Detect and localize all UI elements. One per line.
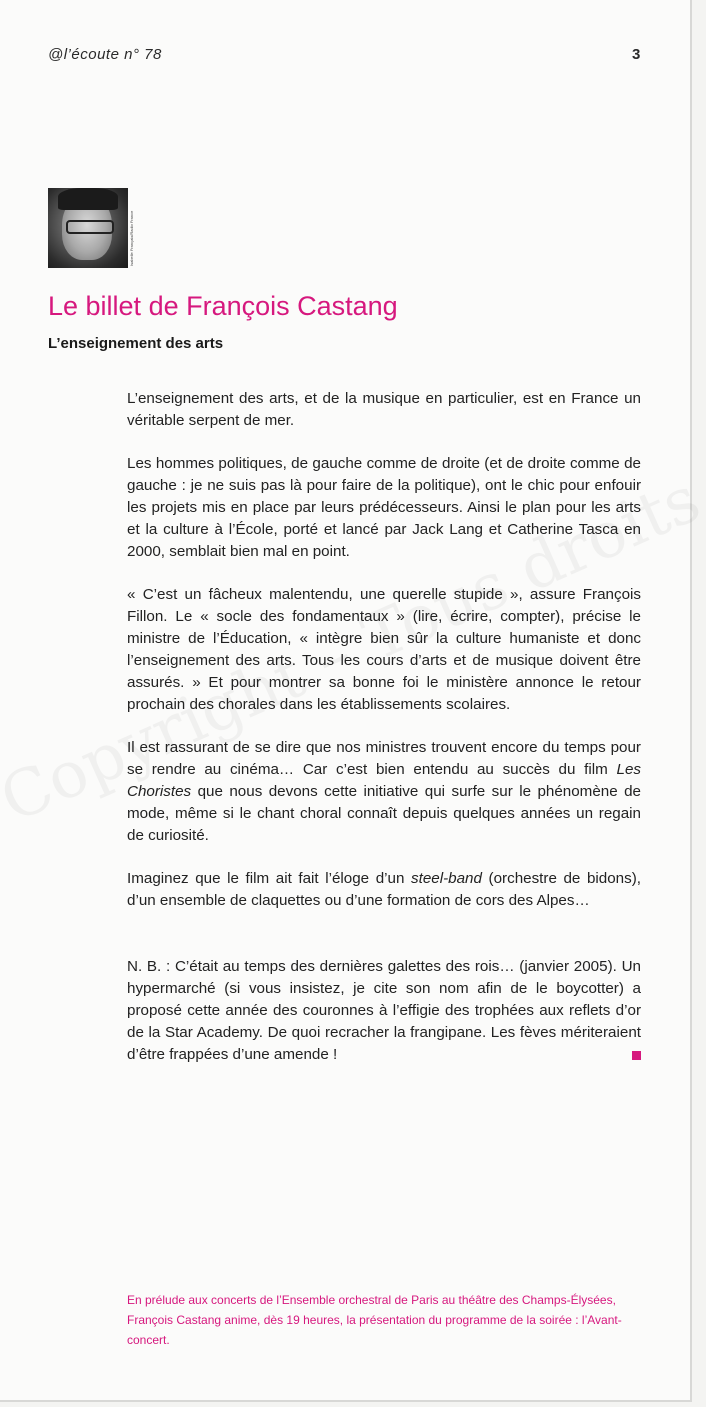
paragraph [127, 868, 641, 912]
paragraph: Les hommes politiques, de gauche comme de droite (et de droite comme de gauche : je ne suis pas là pour faire de la politique), ont le chic pour enfouir les projets mis en place par leurs prédécesseurs. Ainsi le plan pour les arts et la culture à l’École, porté et lancé par Jack Lang et Catherine Tasca en 2000, semblait bien mal en point. [127, 455, 641, 560]
article-subtitle: L’enseignement des arts [48, 335, 224, 352]
paragraph: « C’est un fâcheux malentendu, une querelle stupide », assure François Fillon. Le « socle des fondamentaux » (lire, écrire, compter), précise le ministre de l’Éducation, « intègre bien sûr la culture humaniste et donc l’enseignement des arts. Tous les cours d’arts et de musique doivent être assurés. » Et pour montrer sa bonne foi le ministère annonce le retour prochain des chorales dans les établissements scolaires. [127, 586, 641, 713]
paragraph [127, 737, 641, 847]
film-title: Les Choristes [127, 761, 641, 800]
paragraph: L’enseignement des arts, et de la musique en particulier, est en France un véritable serpent de mer. [127, 390, 641, 429]
article-title: Le billet de François Castang [48, 291, 398, 321]
steel-band-term: steel-band [411, 870, 482, 887]
paragraph-text: que nous devons cette initiative qui surfe sur le phénomène de mode, même si le chant choral connaît depuis quelques années un regain de curiosité. [127, 783, 641, 844]
photo-hair [58, 188, 118, 210]
paragraph-text: Il est rassurant de se dire que nos ministres trouvent encore du temps pour se rendre au cinéma… Car c’est bien entendu au succès du film [127, 739, 641, 778]
nota-bene-text: N. B. : C’était au temps des dernières galettes des rois… (janvier 2005). Un hypermarché (si vous insistez, je cite son nom afin de le boycotter) a proposé cette année des couronnes à l’effigie des trophées aux reflets d’or de la Star Academy. De quoi recracher la frangipane. Les fèves mériteraient d’être frappées d’une amende ! [127, 958, 641, 1063]
paragraph-text: (orchestre de bidons), d’un ensemble de claquettes ou d’une formation de cors des Alpes… [127, 870, 641, 909]
publication-header: @l’écoute n° 78 [48, 46, 162, 63]
footer-note: En prélude aux concerts de l’Ensemble orchestral de Paris au théâtre des Champs-Élysées, François Castang anime, dès 19 heures, la présentation du programme de la soirée : l’Avant-concert. [127, 1293, 622, 1347]
nota-bene [127, 956, 641, 1066]
author-photo [48, 188, 128, 268]
photo-credit: Isabelle Françaix/Radio France [129, 210, 134, 266]
page-number: 3 [632, 46, 641, 63]
end-of-article-mark [632, 1051, 641, 1060]
paragraph-text: Imaginez que le film ait fait l’éloge d’un [127, 870, 412, 887]
photo-glasses [66, 220, 114, 234]
article-body [127, 388, 641, 1087]
